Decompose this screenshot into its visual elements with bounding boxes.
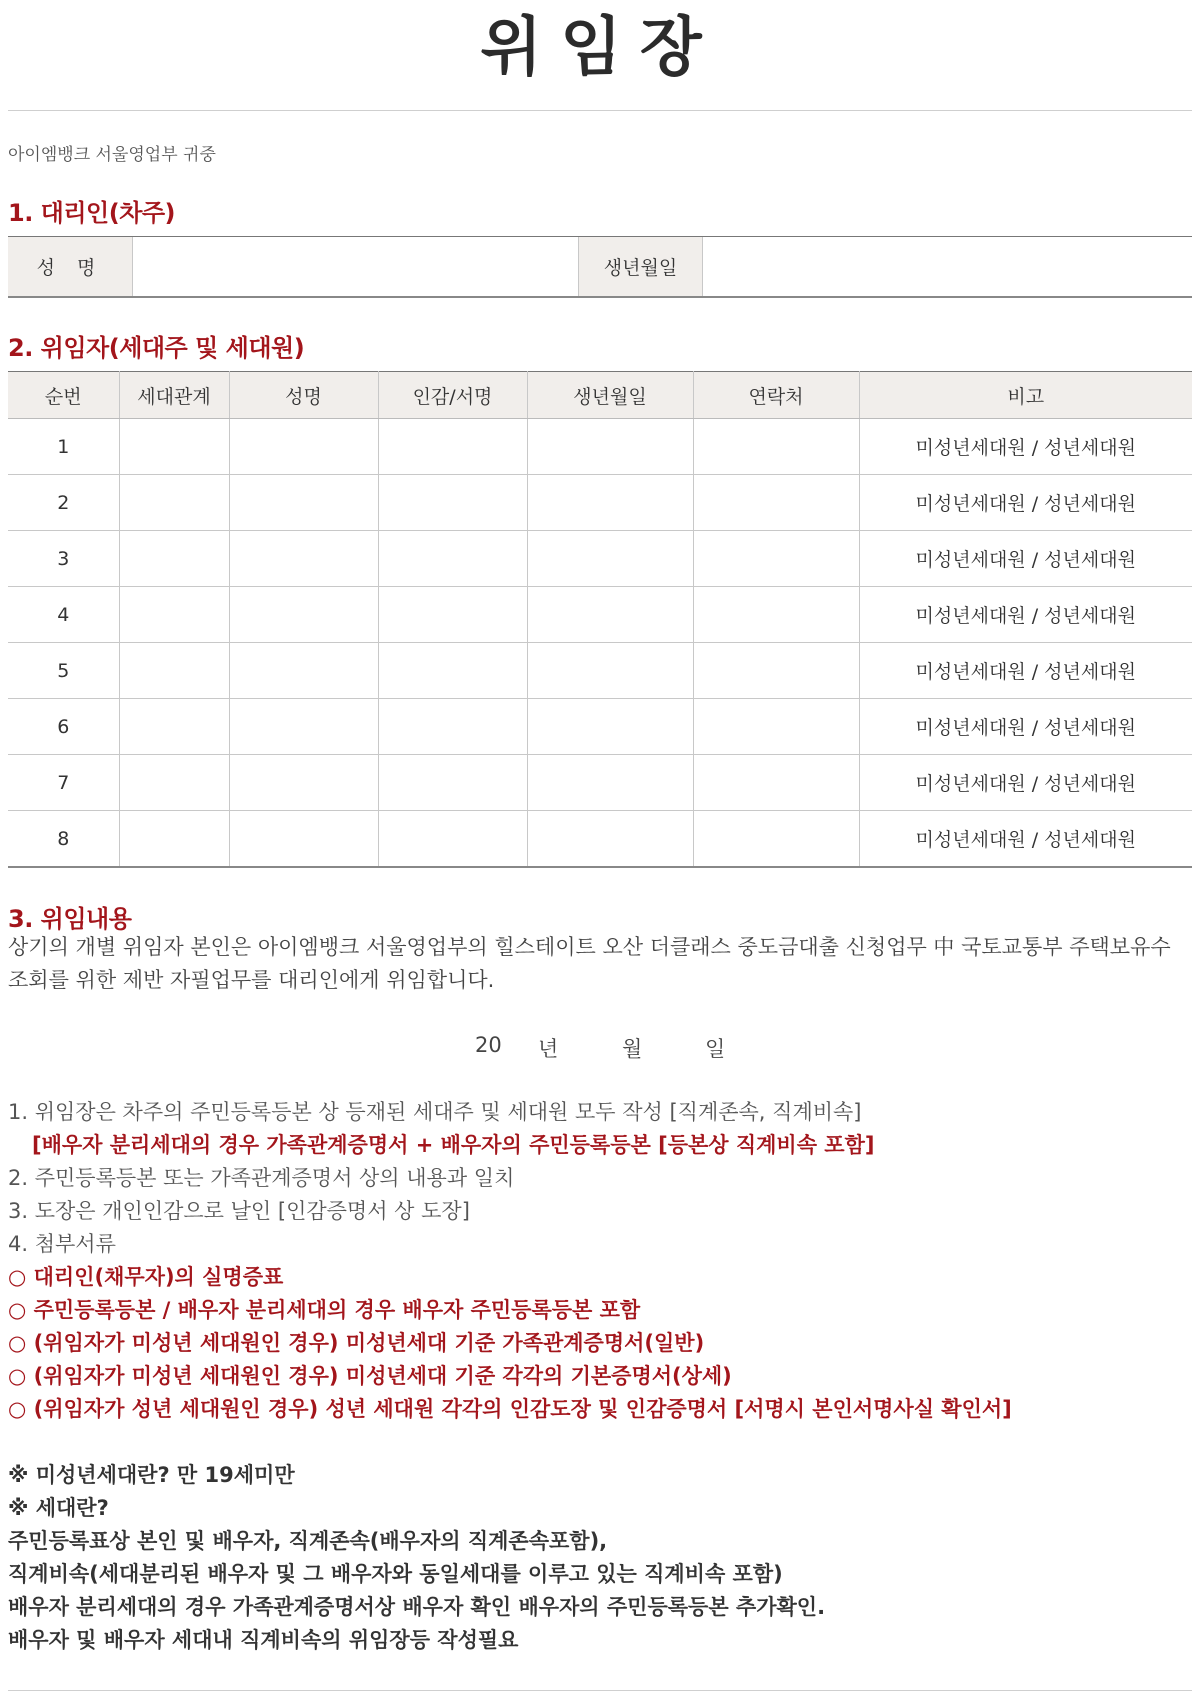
birth-cell[interactable] [527, 475, 693, 531]
name-cell[interactable] [229, 643, 378, 699]
definition-line: 배우자 및 배우자 세대내 직계비속의 위임장등 작성필요 [8, 1628, 519, 1652]
date-day-label: 일 [705, 1037, 726, 1061]
definition-line: 주민등록표상 본인 및 배우자, 직계존속(배우자의 직계존속포함), [8, 1529, 608, 1553]
row-number: 5 [8, 643, 119, 699]
name-cell[interactable] [229, 475, 378, 531]
page-title: 위임장 [480, 11, 720, 85]
attachment-item: ○ (위임자가 성년 세대원인 경우) 성년 세대원 각각의 인감도장 및 인감증명서 [서명시 본인서명사실 확인서] [8, 1397, 1012, 1421]
name-cell[interactable] [229, 755, 378, 811]
definition-line: 직계비속(세대분리된 배우자 및 그 배우자와 동일세대를 이루고 있는 직계비속 포함) [8, 1562, 783, 1586]
table-header-row [8, 372, 1192, 419]
note-1: 1. 위임장은 차주의 주민등록등본 상 등재된 세대주 및 세대원 모두 작성 [직계존속, 직계비속] [8, 1100, 862, 1124]
date-year-prefix: 20 [475, 1033, 502, 1057]
seal-cell[interactable] [378, 531, 527, 587]
row-number: 7 [8, 755, 119, 811]
table-row [8, 587, 1192, 643]
note-cell: 미성년세대원 / 성년세대원 [859, 643, 1192, 699]
note-cell: 미성년세대원 / 성년세대원 [859, 811, 1192, 868]
relation-cell[interactable] [119, 475, 229, 531]
birth-cell[interactable] [527, 419, 693, 475]
definition-line: 배우자 분리세대의 경우 가족관계증명서상 배우자 확인 배우자의 주민등록등본 추가확인. [8, 1595, 826, 1619]
footer-divider [8, 1690, 1192, 1691]
note-cell: 미성년세대원 / 성년세대원 [859, 419, 1192, 475]
birth-cell[interactable] [527, 811, 693, 868]
note-3: 3. 도장은 개인인감으로 날인 [인감증명서 상 도장] [8, 1199, 470, 1223]
name-cell[interactable] [229, 419, 378, 475]
row-number: 3 [8, 531, 119, 587]
name-cell[interactable] [229, 811, 378, 868]
note-cell: 미성년세대원 / 성년세대원 [859, 587, 1192, 643]
contact-cell[interactable] [693, 531, 859, 587]
definition-minor-household: ※ 미성년세대란? 만 19세미만 [8, 1463, 295, 1487]
delegation-content-line-2: 조회를 위한 제반 자필업무를 대리인에게 위임합니다. [8, 968, 495, 992]
date-month-label: 월 [622, 1037, 643, 1061]
relation-cell[interactable] [119, 643, 229, 699]
row-number: 1 [8, 419, 119, 475]
note-1-sub: [배우자 분리세대의 경우 가족관계증명서 + 배우자의 주민등록등본 [등본상 직계비속 포함] [32, 1133, 875, 1157]
delegation-content-line-1: 상기의 개별 위임자 본인은 아이엠뱅크 서울영업부의 힐스테이트 오산 더클래스 중도금대출 신청업무 中 국토교통부 주택보유수 [8, 935, 1171, 959]
row-number: 4 [8, 587, 119, 643]
title-divider [8, 110, 1192, 111]
name-cell[interactable] [229, 531, 378, 587]
agent-birth-label: 생년월일 [578, 237, 703, 296]
row-number: 2 [8, 475, 119, 531]
note-2: 2. 주민등록등본 또는 가족관계증명서 상의 내용과 일치 [8, 1166, 515, 1190]
name-cell[interactable] [229, 587, 378, 643]
seal-cell[interactable] [378, 587, 527, 643]
seal-cell[interactable] [378, 643, 527, 699]
section-delegators-heading: 2. 위임자(세대주 및 세대원) [8, 334, 305, 362]
attachment-item: ○ (위임자가 미성년 세대원인 경우) 미성년세대 기준 각각의 기본증명서(상세) [8, 1364, 732, 1388]
agent-table [8, 236, 1192, 298]
table-row [8, 531, 1192, 587]
col-header-birth: 생년월일 [527, 372, 693, 419]
col-header-seal: 인감/서명 [378, 372, 527, 419]
attachment-item: ○ (위임자가 미성년 세대원인 경우) 미성년세대 기준 가족관계증명서(일반) [8, 1331, 705, 1355]
col-header-no: 순번 [8, 372, 119, 419]
name-cell[interactable] [229, 699, 378, 755]
note-cell: 미성년세대원 / 성년세대원 [859, 531, 1192, 587]
contact-cell[interactable] [693, 419, 859, 475]
agent-name-field[interactable] [132, 237, 578, 296]
contact-cell[interactable] [693, 811, 859, 868]
spacer [8, 1426, 1192, 1459]
row-number: 6 [8, 699, 119, 755]
delegation-content [8, 931, 1192, 997]
col-header-relation: 세대관계 [119, 372, 229, 419]
date-year-label: 년 [538, 1037, 559, 1061]
agent-birth-field[interactable] [703, 237, 1192, 296]
relation-cell[interactable] [119, 699, 229, 755]
section-agent-heading: 1. 대리인(차주) [8, 199, 176, 227]
contact-cell[interactable] [693, 755, 859, 811]
delegators-table [8, 371, 1192, 868]
note-4: 4. 첨부서류 [8, 1232, 116, 1256]
table-row [8, 475, 1192, 531]
contact-cell[interactable] [693, 699, 859, 755]
attachment-item: ○ 주민등록등본 / 배우자 분리세대의 경우 배우자 주민등록등본 포함 [8, 1298, 641, 1322]
birth-cell[interactable] [527, 531, 693, 587]
addressee: 아이엠뱅크 서울영업부 귀중 [8, 145, 216, 165]
birth-cell[interactable] [527, 755, 693, 811]
definition-household: ※ 세대란? [8, 1496, 109, 1520]
seal-cell[interactable] [378, 699, 527, 755]
contact-cell[interactable] [693, 475, 859, 531]
relation-cell[interactable] [119, 811, 229, 868]
table-row [8, 699, 1192, 755]
note-cell: 미성년세대원 / 성년세대원 [859, 755, 1192, 811]
contact-cell[interactable] [693, 587, 859, 643]
birth-cell[interactable] [527, 643, 693, 699]
attachment-item: ○ 대리인(채무자)의 실명증표 [8, 1265, 284, 1289]
contact-cell[interactable] [693, 643, 859, 699]
seal-cell[interactable] [378, 755, 527, 811]
seal-cell[interactable] [378, 811, 527, 868]
note-cell: 미성년세대원 / 성년세대원 [859, 699, 1192, 755]
relation-cell[interactable] [119, 531, 229, 587]
relation-cell[interactable] [119, 755, 229, 811]
relation-cell[interactable] [119, 587, 229, 643]
birth-cell[interactable] [527, 587, 693, 643]
table-row [8, 811, 1192, 868]
table-row [8, 419, 1192, 475]
table-row [8, 755, 1192, 811]
seal-cell[interactable] [378, 419, 527, 475]
table-row [8, 643, 1192, 699]
row-number: 8 [8, 811, 119, 868]
section-content-heading: 3. 위임내용 [8, 905, 132, 933]
col-header-name: 성명 [229, 372, 378, 419]
note-cell: 미성년세대원 / 성년세대원 [859, 475, 1192, 531]
col-header-note: 비고 [859, 372, 1192, 419]
col-header-contact: 연락처 [693, 372, 859, 419]
instructions [8, 1096, 1192, 1657]
birth-cell[interactable] [527, 699, 693, 755]
agent-name-label: 성 명 [8, 237, 132, 296]
seal-cell[interactable] [378, 475, 527, 531]
relation-cell[interactable] [119, 419, 229, 475]
